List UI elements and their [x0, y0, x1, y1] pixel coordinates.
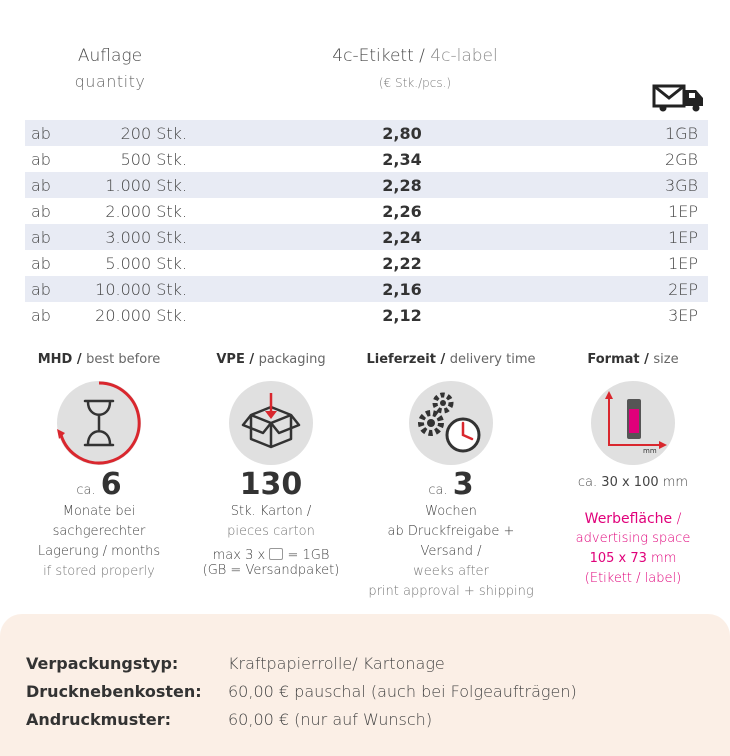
table-row	[25, 172, 708, 198]
price-cell: 2,28	[382, 175, 422, 195]
price-cell: 2,16	[382, 279, 422, 299]
mhd-line3: Lagerung / months	[37, 544, 161, 559]
lieferzeit-title	[366, 352, 536, 367]
bottle-size-icon	[591, 381, 675, 465]
info-row	[26, 682, 577, 701]
ab-cell: ab	[31, 227, 51, 247]
vpe-max-line	[186, 548, 356, 564]
shipping-cell: 1EP	[668, 227, 698, 247]
lieferzeit-title-en: delivery time	[449, 352, 536, 367]
table-row	[25, 146, 708, 172]
mhd-value: 6	[100, 467, 122, 502]
mhd-title-en: best before	[86, 352, 161, 367]
shipping-cell: 3GB	[664, 175, 698, 195]
mhd-line1: Monate bei	[62, 504, 136, 519]
mhd-title	[14, 352, 184, 367]
format-size-a: ca.	[577, 475, 602, 490]
mhd-circle	[57, 381, 141, 465]
table-row	[25, 250, 708, 276]
ab-cell: ab	[31, 175, 51, 195]
info-row	[26, 654, 445, 673]
price-cell: 2,24	[382, 227, 422, 247]
format-circle	[591, 381, 675, 465]
price-header	[290, 46, 540, 90]
ab-cell: ab	[31, 201, 51, 221]
format-size-b: 30 x 100	[601, 475, 659, 490]
quantity-cell: 2.000 Stk.	[105, 201, 187, 221]
advertising-title	[548, 509, 718, 529]
ab-cell: ab	[31, 149, 51, 169]
shipping-cell: 2EP	[668, 279, 698, 299]
table-row	[25, 302, 708, 328]
vpe-max-b: = 1GB	[283, 548, 330, 563]
mhd-line4: if stored properly	[43, 564, 155, 579]
shipping-cell: 2GB	[664, 149, 698, 169]
format-size-line	[548, 473, 718, 493]
shipping-cell: 1EP	[668, 253, 698, 273]
lieferzeit-line1: Wochen	[425, 504, 477, 519]
lieferzeit-line2: ab Druckfreigabe + Versand /	[387, 524, 515, 559]
price-cell: 2,12	[382, 305, 422, 325]
ab-cell: ab	[31, 253, 51, 273]
info-key: Drucknebenkosten:	[26, 682, 202, 701]
price-header-sep: /	[413, 46, 431, 66]
price-cell: 2,22	[382, 253, 422, 273]
vpe-value: 130	[239, 467, 303, 502]
shipping-cell: 3EP	[668, 305, 698, 325]
price-table	[25, 120, 708, 328]
format-title	[548, 352, 718, 367]
lieferzeit-line3: weeks after	[413, 564, 489, 579]
vpe-gb-note: (GB = Versandpaket)	[202, 563, 340, 578]
hourglass-icon	[57, 381, 141, 465]
gears-clock-icon	[409, 381, 493, 465]
price-cell: 2,34	[382, 149, 422, 169]
price-header-de: 4c-Etikett	[332, 46, 414, 66]
quantity-cell: 1.000 Stk.	[105, 175, 187, 195]
lieferzeit-section	[366, 352, 536, 602]
table-row	[25, 198, 708, 224]
quantity-cell: 20.000 Stk.	[95, 305, 187, 325]
quantity-cell: 5.000 Stk.	[105, 253, 187, 273]
quantity-header-de: Auflage	[77, 46, 143, 66]
lieferzeit-value: 3	[452, 467, 474, 502]
lieferzeit-ca: ca.	[428, 483, 448, 498]
lieferzeit-title-de: Lieferzeit /	[366, 352, 450, 367]
info-row	[26, 710, 432, 729]
mhd-section	[14, 352, 184, 582]
info-value: 60,00 € pauschal (auch bei Folgeaufträgen)	[228, 682, 577, 701]
quantity-header	[40, 46, 180, 91]
format-title-en: size	[653, 352, 679, 367]
mhd-line2: sachgerechter	[52, 524, 146, 539]
mhd-value-line	[14, 467, 184, 502]
quantity-header-en: quantity	[74, 72, 146, 91]
vpe-title	[186, 352, 356, 367]
envelope-truck-icon	[652, 80, 706, 112]
box-icon	[229, 381, 313, 465]
format-size-c: mm	[658, 475, 689, 490]
info-key: Verpackungstyp:	[26, 654, 179, 673]
format-mm-label: mm	[643, 447, 657, 455]
vpe-circle	[229, 381, 313, 465]
table-row	[25, 224, 708, 250]
price-cell: 2,26	[382, 201, 422, 221]
ab-cell: ab	[31, 123, 51, 143]
lieferzeit-circle	[409, 381, 493, 465]
price-cell: 2,80	[382, 123, 422, 143]
advertising-size-value: 105 x 73	[589, 551, 647, 566]
info-box	[0, 614, 730, 756]
quantity-cell: 500 Stk.	[120, 149, 187, 169]
info-value: 60,00 € (nur auf Wunsch)	[228, 710, 433, 729]
format-section	[548, 352, 718, 589]
advertising-size-unit: mm	[646, 551, 677, 566]
quantity-cell: 200 Stk.	[120, 123, 187, 143]
advertising-title-en: advertising space	[575, 531, 691, 546]
small-box-icon	[269, 548, 283, 560]
vpe-title-en: packaging	[258, 352, 326, 367]
price-header-title	[290, 46, 540, 66]
lieferzeit-value-line	[366, 467, 536, 502]
ab-cell: ab	[31, 305, 51, 325]
quantity-cell: 3.000 Stk.	[105, 227, 187, 247]
table-row	[25, 276, 708, 302]
vpe-line2: pieces carton	[227, 524, 315, 539]
lieferzeit-line4: print approval + shipping	[368, 584, 534, 599]
price-header-en: 4c-label	[430, 46, 498, 66]
price-unit: (€ Stk./pcs.)	[378, 76, 452, 90]
advertising-title-de: Werbefläche	[584, 511, 673, 527]
shipping-cell: 1EP	[668, 201, 698, 221]
mhd-ca: ca.	[76, 483, 96, 498]
shipping-cell: 1GB	[664, 123, 698, 143]
ab-cell: ab	[31, 279, 51, 299]
mhd-title-de: MHD /	[37, 352, 87, 367]
info-value: Kraftpapierrolle/ Kartonage	[228, 654, 445, 673]
vpe-value-line	[186, 467, 356, 502]
table-row	[25, 120, 708, 146]
advertising-note: (Etikett / label)	[584, 571, 682, 586]
info-key: Andruckmuster:	[26, 710, 172, 729]
advertising-title-sep: /	[672, 511, 682, 527]
vpe-title-de: VPE /	[216, 352, 259, 367]
advertising-size	[548, 549, 718, 569]
format-title-de: Format /	[587, 352, 654, 367]
quantity-cell: 10.000 Stk.	[95, 279, 187, 299]
vpe-section	[186, 352, 356, 578]
vpe-line1: Stk. Karton /	[230, 504, 312, 519]
vpe-max-a: max 3 x	[212, 548, 270, 563]
